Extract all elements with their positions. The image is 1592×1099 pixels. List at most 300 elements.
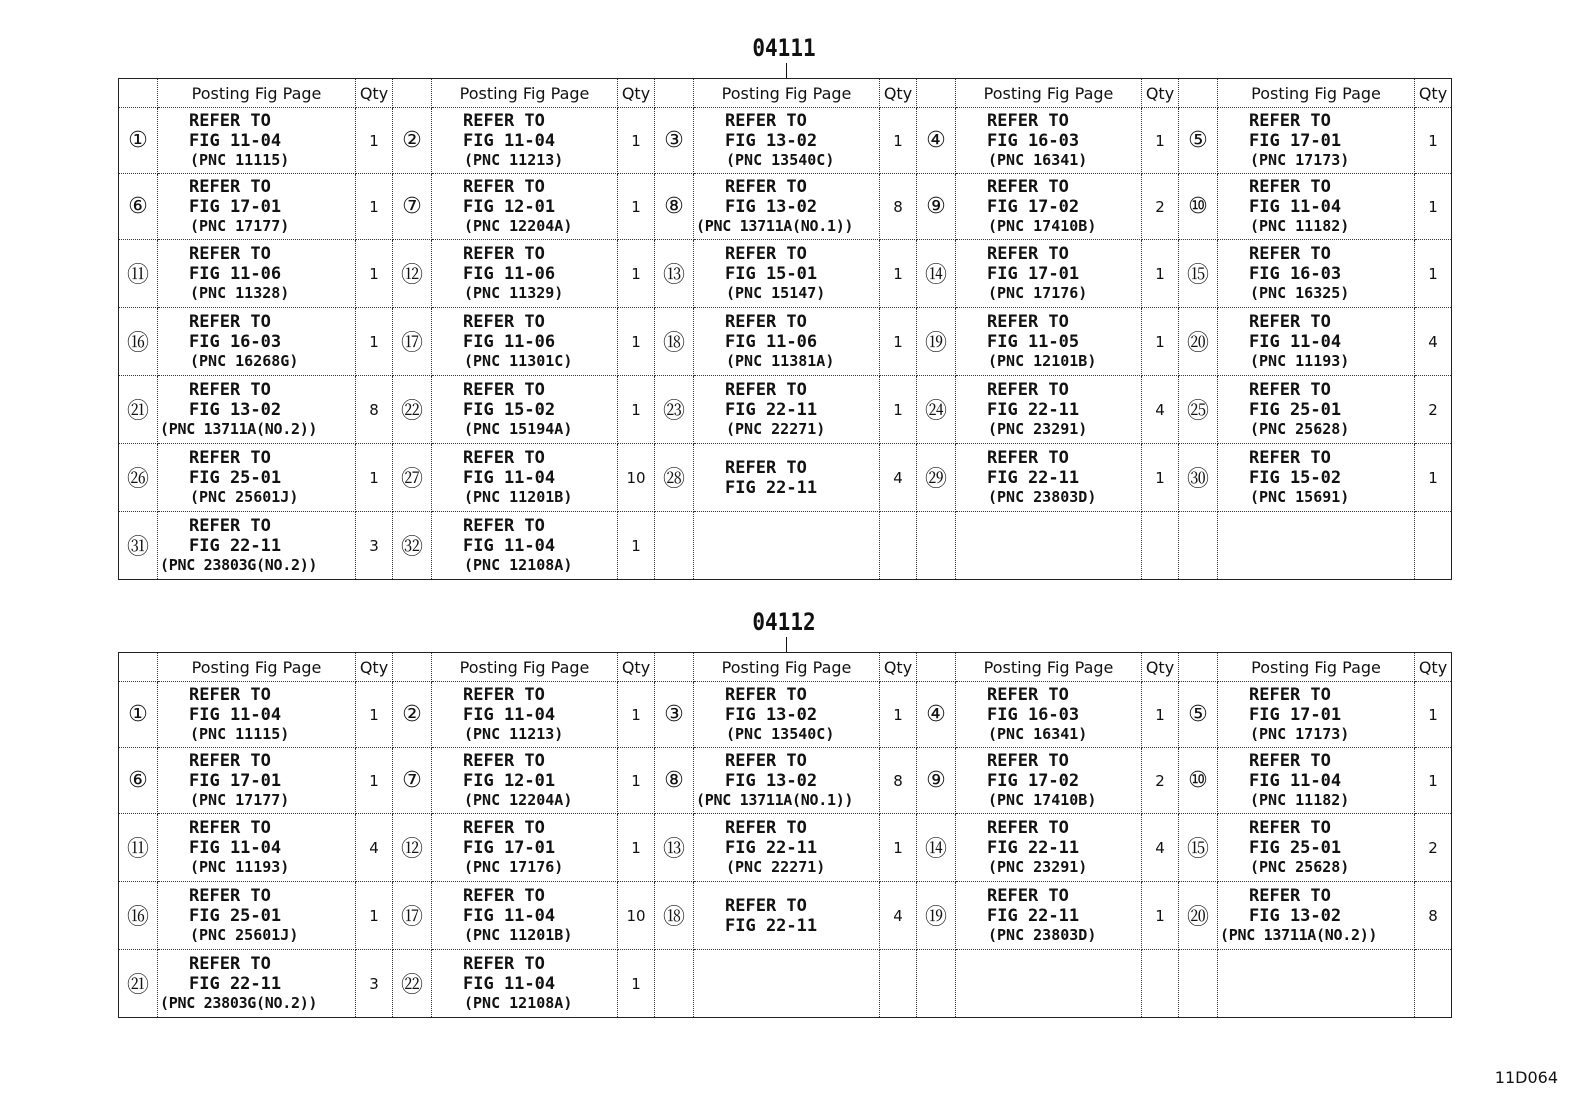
pnc-label: (PNC 17173): [1250, 725, 1350, 743]
table-row: [119, 376, 1452, 444]
posting-reference: [432, 512, 618, 580]
item-number: ⑪: [119, 814, 158, 882]
posting-reference: [1218, 748, 1415, 814]
refer-to-label: REFER TO: [189, 448, 271, 468]
quantity: [1415, 950, 1452, 1018]
table-row: [119, 950, 1452, 1018]
posting-reference: [158, 444, 356, 512]
header-qty-cell: Qty: [880, 653, 917, 682]
item-number: ④: [917, 108, 956, 174]
header-num-cell: [655, 79, 694, 108]
fig-page-label: FIG 22-11: [987, 400, 1080, 420]
header-posting-cell: Posting Fig Page: [694, 79, 880, 108]
posting-reference: [694, 174, 880, 240]
item-number: ⑥: [119, 748, 158, 814]
quantity: 1: [618, 814, 655, 882]
posting-reference: [432, 240, 618, 308]
refer-to-label: REFER TO: [987, 818, 1069, 838]
item-number: ②: [393, 108, 432, 174]
quantity: 1: [618, 682, 655, 748]
refer-to-label: REFER TO: [189, 312, 271, 332]
quantity: 1: [356, 308, 393, 376]
refer-to-label: REFER TO: [463, 177, 545, 197]
pnc-label: (PNC 11329): [464, 284, 564, 302]
item-number: ⑮: [1179, 814, 1218, 882]
pnc-label: (PNC 11381A): [726, 352, 835, 370]
refer-to-label: REFER TO: [987, 111, 1069, 131]
item-number: ㉚: [1179, 444, 1218, 512]
quantity: 3: [356, 950, 393, 1018]
pnc-label: (PNC 17177): [190, 217, 290, 235]
item-number: ⑮: [1179, 240, 1218, 308]
posting-reference: [432, 308, 618, 376]
table-row: [119, 174, 1452, 240]
quantity: 1: [618, 748, 655, 814]
quantity: 2: [1142, 748, 1179, 814]
quantity: 1: [356, 444, 393, 512]
pnc-label: (PNC 11301C): [464, 352, 573, 370]
item-number: ㉜: [393, 512, 432, 580]
quantity: 1: [880, 240, 917, 308]
posting-reference: [432, 108, 618, 174]
fig-page-label: FIG 11-06: [189, 264, 282, 284]
fig-page-label: FIG 17-02: [987, 771, 1080, 791]
posting-reference: [158, 512, 356, 580]
section-title: 04112: [752, 608, 816, 636]
quantity: 8: [880, 748, 917, 814]
table-row: [119, 240, 1452, 308]
posting-reference: [956, 108, 1142, 174]
header-qty-cell: Qty: [1142, 79, 1179, 108]
pnc-label: (PNC 13711A(NO.1)): [696, 217, 854, 235]
posting-reference: [956, 512, 1142, 580]
quantity: 2: [1142, 174, 1179, 240]
refer-to-label: REFER TO: [725, 380, 807, 400]
refer-to-label: REFER TO: [463, 111, 545, 131]
table-row: [119, 444, 1452, 512]
pnc-label: (PNC 13711A(NO.2)): [160, 420, 318, 438]
fig-page-label: FIG 12-01: [463, 771, 556, 791]
fig-page-label: FIG 25-01: [1249, 400, 1342, 420]
pnc-label: (PNC 23291): [988, 858, 1088, 876]
item-number: ㉖: [119, 444, 158, 512]
table-row: [119, 682, 1452, 748]
fig-page-label: FIG 16-03: [987, 705, 1080, 725]
pnc-label: (PNC 17176): [988, 284, 1088, 302]
posting-reference: [432, 748, 618, 814]
quantity: 1: [1415, 682, 1452, 748]
fig-page-label: FIG 22-11: [189, 536, 282, 556]
table-row: [119, 108, 1452, 174]
posting-reference: [432, 682, 618, 748]
quantity: 1: [1142, 108, 1179, 174]
fig-page-label: FIG 11-04: [463, 536, 556, 556]
fig-page-label: FIG 25-01: [189, 468, 282, 488]
fig-page-label: FIG 17-02: [987, 197, 1080, 217]
quantity: 1: [356, 748, 393, 814]
pnc-label: (PNC 17410B): [988, 217, 1097, 235]
posting-reference: [1218, 174, 1415, 240]
fig-page-label: FIG 17-01: [1249, 705, 1342, 725]
fig-page-label: FIG 22-11: [725, 400, 818, 420]
posting-reference: [694, 512, 880, 580]
refer-to-label: REFER TO: [1249, 111, 1331, 131]
refer-to-label: REFER TO: [725, 111, 807, 131]
pnc-label: (PNC 11115): [190, 151, 290, 169]
fig-page-label: FIG 22-11: [725, 838, 818, 858]
item-number: ⑰: [393, 308, 432, 376]
quantity: 2: [1415, 814, 1452, 882]
pnc-label: (PNC 12101B): [988, 352, 1097, 370]
item-number: ⑯: [119, 308, 158, 376]
posting-reference: [694, 308, 880, 376]
header-num-cell: [119, 79, 158, 108]
posting-reference: [158, 882, 356, 950]
posting-reference: [432, 950, 618, 1018]
posting-reference: [158, 376, 356, 444]
quantity: 1: [1415, 174, 1452, 240]
refer-to-label: REFER TO: [1249, 177, 1331, 197]
posting-reference: [432, 814, 618, 882]
item-number: ㉓: [655, 376, 694, 444]
posting-reference: [956, 376, 1142, 444]
item-number: ⑨: [917, 748, 956, 814]
header-num-cell: [917, 653, 956, 682]
quantity: 1: [880, 108, 917, 174]
pnc-label: (PNC 13540C): [726, 725, 835, 743]
item-number: [917, 512, 956, 580]
quantity: 1: [618, 308, 655, 376]
item-number: ㉕: [1179, 376, 1218, 444]
posting-reference: [956, 308, 1142, 376]
pnc-label: (PNC 12108A): [464, 556, 573, 574]
pnc-label: (PNC 11328): [190, 284, 290, 302]
item-number: ⑫: [393, 814, 432, 882]
posting-reference: [158, 950, 356, 1018]
quantity: 3: [356, 512, 393, 580]
pnc-label: (PNC 13540C): [726, 151, 835, 169]
quantity: 1: [618, 108, 655, 174]
posting-reference: [694, 108, 880, 174]
pnc-label: (PNC 22271): [726, 420, 826, 438]
fig-page-label: FIG 11-04: [1249, 332, 1342, 352]
header-num-cell: [917, 79, 956, 108]
fig-page-label: FIG 13-02: [725, 197, 818, 217]
fig-page-label: FIG 17-01: [189, 771, 282, 791]
refer-to-label: REFER TO: [1249, 818, 1331, 838]
header-posting-cell: Posting Fig Page: [158, 653, 356, 682]
header-num-cell: [655, 653, 694, 682]
fig-page-label: FIG 11-04: [463, 974, 556, 994]
posting-reference: [694, 444, 880, 512]
quantity: 4: [880, 444, 917, 512]
refer-to-label: REFER TO: [1249, 244, 1331, 264]
fig-page-label: FIG 11-04: [1249, 197, 1342, 217]
pnc-label: (PNC 25628): [1250, 420, 1350, 438]
header-row: [119, 653, 1452, 682]
posting-reference: [956, 950, 1142, 1018]
refer-to-label: REFER TO: [189, 177, 271, 197]
item-number: ⑭: [917, 814, 956, 882]
parts-table: [118, 78, 1452, 580]
item-number: ㉛: [119, 512, 158, 580]
refer-to-label: REFER TO: [189, 380, 271, 400]
refer-to-label: REFER TO: [987, 685, 1069, 705]
quantity: 1: [1142, 882, 1179, 950]
fig-page-label: FIG 11-06: [725, 332, 818, 352]
posting-reference: [956, 814, 1142, 882]
refer-to-label: REFER TO: [987, 380, 1069, 400]
item-number: ⑱: [655, 308, 694, 376]
fig-page-label: FIG 15-01: [725, 264, 818, 284]
refer-to-label: REFER TO: [463, 448, 545, 468]
quantity: 1: [1415, 108, 1452, 174]
quantity: 1: [618, 950, 655, 1018]
refer-to-label: REFER TO: [1249, 448, 1331, 468]
item-number: ⑤: [1179, 682, 1218, 748]
pnc-label: (PNC 11182): [1250, 217, 1350, 235]
quantity: 1: [356, 240, 393, 308]
posting-reference: [1218, 814, 1415, 882]
header-row: [119, 79, 1452, 108]
quantity: 4: [356, 814, 393, 882]
posting-reference: [158, 108, 356, 174]
posting-reference: [1218, 240, 1415, 308]
refer-to-label: REFER TO: [463, 685, 545, 705]
header-posting-cell: Posting Fig Page: [158, 79, 356, 108]
posting-reference: [694, 240, 880, 308]
item-number: ③: [655, 682, 694, 748]
refer-to-label: REFER TO: [189, 954, 271, 974]
fig-page-label: FIG 22-11: [987, 906, 1080, 926]
posting-reference: [694, 682, 880, 748]
posting-reference: [1218, 882, 1415, 950]
quantity: 10: [618, 444, 655, 512]
header-qty-cell: Qty: [880, 79, 917, 108]
fig-page-label: FIG 11-04: [463, 131, 556, 151]
item-number: ㉒: [393, 950, 432, 1018]
pnc-label: (PNC 15194A): [464, 420, 573, 438]
quantity: 1: [880, 682, 917, 748]
item-number: [655, 512, 694, 580]
posting-reference: [1218, 444, 1415, 512]
pnc-label: (PNC 15691): [1250, 488, 1350, 506]
table-row: [119, 512, 1452, 580]
item-number: ②: [393, 682, 432, 748]
item-number: ①: [119, 682, 158, 748]
posting-reference: [694, 882, 880, 950]
header-num-cell: [393, 653, 432, 682]
fig-page-label: FIG 11-04: [189, 705, 282, 725]
refer-to-label: REFER TO: [725, 818, 807, 838]
refer-to-label: REFER TO: [463, 751, 545, 771]
refer-to-label: REFER TO: [189, 244, 271, 264]
pnc-label: (PNC 17173): [1250, 151, 1350, 169]
quantity: 1: [1415, 444, 1452, 512]
quantity: 1: [1415, 748, 1452, 814]
item-number: ㉔: [917, 376, 956, 444]
section-title: 04111: [752, 34, 816, 62]
header-qty-cell: Qty: [1415, 653, 1452, 682]
quantity: [880, 950, 917, 1018]
quantity: 10: [618, 882, 655, 950]
refer-to-label: REFER TO: [463, 954, 545, 974]
pnc-label: (PNC 11193): [190, 858, 290, 876]
quantity: 1: [356, 108, 393, 174]
fig-page-label: FIG 13-02: [189, 400, 282, 420]
header-num-cell: [1179, 653, 1218, 682]
fig-page-label: FIG 13-02: [725, 771, 818, 791]
header-posting-cell: Posting Fig Page: [956, 79, 1142, 108]
quantity: 4: [1142, 814, 1179, 882]
quantity: 1: [356, 682, 393, 748]
pnc-label: (PNC 25601J): [190, 926, 299, 944]
pnc-label: (PNC 17176): [464, 858, 564, 876]
item-number: ①: [119, 108, 158, 174]
title-leader-line: [786, 63, 787, 78]
quantity: 1: [618, 376, 655, 444]
quantity: 8: [356, 376, 393, 444]
parts-table: [118, 652, 1452, 1018]
pnc-label: (PNC 23803G(NO.2)): [160, 994, 318, 1012]
refer-to-label: REFER TO: [725, 685, 807, 705]
item-number: ⑤: [1179, 108, 1218, 174]
refer-to-label: REFER TO: [725, 751, 807, 771]
pnc-label: (PNC 11201B): [464, 488, 573, 506]
posting-reference: [1218, 108, 1415, 174]
pnc-label: (PNC 25628): [1250, 858, 1350, 876]
fig-page-label: FIG 11-04: [463, 906, 556, 926]
fig-page-label: FIG 17-01: [987, 264, 1080, 284]
fig-page-label: FIG 17-01: [1249, 131, 1342, 151]
item-number: ⑳: [1179, 308, 1218, 376]
refer-to-label: REFER TO: [189, 111, 271, 131]
header-num-cell: [119, 653, 158, 682]
refer-to-label: REFER TO: [987, 312, 1069, 332]
pnc-label: (PNC 12204A): [464, 217, 573, 235]
refer-to-label: REFER TO: [463, 818, 545, 838]
item-number: [655, 950, 694, 1018]
fig-page-label: FIG 11-04: [189, 131, 282, 151]
quantity: 4: [1142, 376, 1179, 444]
quantity: 1: [1142, 240, 1179, 308]
item-number: ㉗: [393, 444, 432, 512]
posting-reference: [432, 882, 618, 950]
fig-page-label: FIG 22-11: [725, 477, 818, 498]
fig-page-label: FIG 11-04: [463, 468, 556, 488]
posting-reference: [158, 174, 356, 240]
header-qty-cell: Qty: [356, 653, 393, 682]
posting-reference: [1218, 376, 1415, 444]
posting-reference: [694, 950, 880, 1018]
header-qty-cell: Qty: [1415, 79, 1452, 108]
quantity: 1: [618, 512, 655, 580]
fig-page-label: FIG 22-11: [987, 838, 1080, 858]
refer-to-label: REFER TO: [725, 895, 807, 916]
item-number: ㉙: [917, 444, 956, 512]
pnc-label: (PNC 11213): [464, 725, 564, 743]
refer-to-label: REFER TO: [987, 177, 1069, 197]
pnc-label: (PNC 11182): [1250, 791, 1350, 809]
item-number: ⑧: [655, 748, 694, 814]
refer-to-label: REFER TO: [725, 312, 807, 332]
pnc-label: (PNC 23803D): [988, 926, 1097, 944]
item-number: ⑬: [655, 240, 694, 308]
fig-page-label: FIG 17-01: [189, 197, 282, 217]
posting-reference: [956, 682, 1142, 748]
header-qty-cell: Qty: [356, 79, 393, 108]
posting-reference: [956, 882, 1142, 950]
refer-to-label: REFER TO: [463, 516, 545, 536]
item-number: ㉒: [393, 376, 432, 444]
quantity: [880, 512, 917, 580]
refer-to-label: REFER TO: [463, 312, 545, 332]
refer-to-label: REFER TO: [189, 751, 271, 771]
posting-reference: [694, 376, 880, 444]
item-number: ㉑: [119, 950, 158, 1018]
quantity: 1: [618, 174, 655, 240]
header-qty-cell: Qty: [618, 653, 655, 682]
fig-page-label: FIG 25-01: [1249, 838, 1342, 858]
item-number: ⑲: [917, 882, 956, 950]
quantity: 4: [1415, 308, 1452, 376]
header-posting-cell: Posting Fig Page: [432, 79, 618, 108]
table-row: [119, 308, 1452, 376]
refer-to-label: REFER TO: [1249, 380, 1331, 400]
refer-to-label: REFER TO: [1249, 312, 1331, 332]
item-number: ⑩: [1179, 174, 1218, 240]
pnc-label: (PNC 17410B): [988, 791, 1097, 809]
fig-page-label: FIG 16-03: [987, 131, 1080, 151]
header-posting-cell: Posting Fig Page: [432, 653, 618, 682]
refer-to-label: REFER TO: [189, 516, 271, 536]
item-number: ⑫: [393, 240, 432, 308]
posting-reference: [956, 240, 1142, 308]
fig-page-label: FIG 13-02: [725, 705, 818, 725]
posting-reference: [1218, 682, 1415, 748]
fig-page-label: FIG 22-11: [189, 974, 282, 994]
pnc-label: (PNC 11115): [190, 725, 290, 743]
posting-reference: [956, 174, 1142, 240]
fig-page-label: FIG 13-02: [1249, 906, 1342, 926]
refer-to-label: REFER TO: [1249, 886, 1331, 906]
fig-page-label: FIG 13-02: [725, 131, 818, 151]
refer-to-label: REFER TO: [987, 886, 1069, 906]
item-number: [1179, 950, 1218, 1018]
header-posting-cell: Posting Fig Page: [956, 653, 1142, 682]
pnc-label: (PNC 16325): [1250, 284, 1350, 302]
posting-reference: [158, 814, 356, 882]
quantity: 1: [356, 882, 393, 950]
item-number: ⑳: [1179, 882, 1218, 950]
item-number: ⑪: [119, 240, 158, 308]
refer-to-label: REFER TO: [463, 380, 545, 400]
header-qty-cell: Qty: [618, 79, 655, 108]
posting-reference: [158, 682, 356, 748]
fig-page-label: FIG 11-04: [1249, 771, 1342, 791]
item-number: ⑦: [393, 748, 432, 814]
item-number: ⑲: [917, 308, 956, 376]
pnc-label: (PNC 22271): [726, 858, 826, 876]
quantity: 4: [880, 882, 917, 950]
item-number: ⑧: [655, 174, 694, 240]
refer-to-label: REFER TO: [463, 886, 545, 906]
fig-page-label: FIG 11-04: [463, 705, 556, 725]
table-row: [119, 748, 1452, 814]
quantity: 2: [1415, 376, 1452, 444]
refer-to-label: REFER TO: [725, 177, 807, 197]
item-number: ⑯: [119, 882, 158, 950]
